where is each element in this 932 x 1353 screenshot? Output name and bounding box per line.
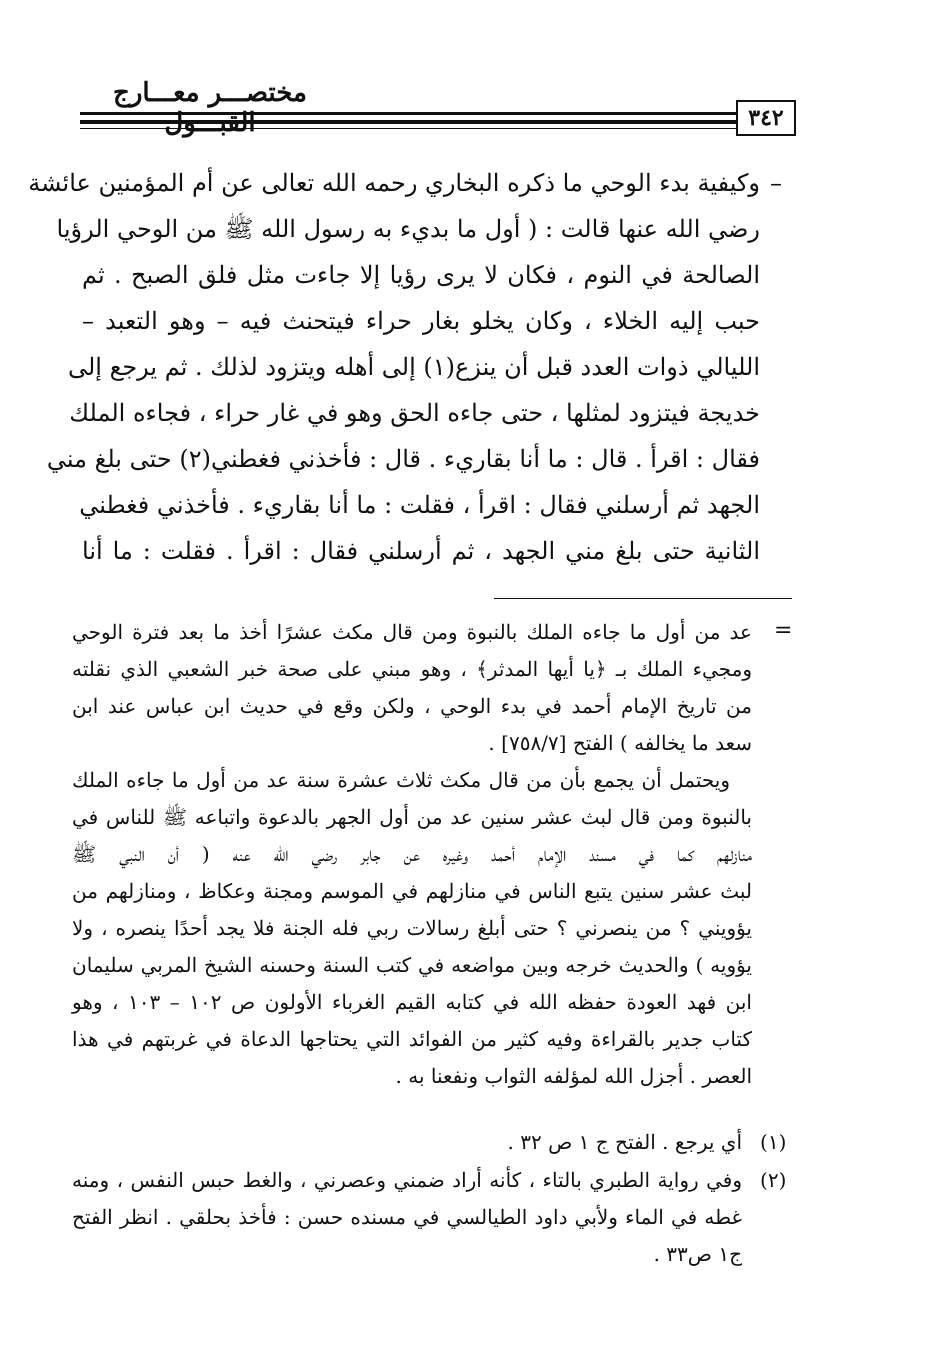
footnote-line: ويحتمل أن يجمع بأن من قال مكث ثلاث عشرة سنة عد من أول ما جاءه الملك	[72, 768, 730, 792]
text-line: حبب إليه الخلاء ، وكان يخلو بغار حراء فيتحنث فيه – وهو التعبد –	[82, 307, 760, 335]
footnote-line: أي يرجع . الفتح ج ١ ص ٣٢ .	[507, 1130, 742, 1154]
footnote-line: يؤويني ؟ من ينصرني ؟ حتى أبلغ رسالات ربي فله الجنة فلا يجد أحدًا ينصره ، ولا	[72, 916, 752, 940]
footnote-line: من تاريخ الإمام أحمد في بدء الوحي ، ولكن وقع في حديث ابن عباس عند ابن	[72, 694, 752, 718]
footnote-line: العصر . أجزل الله لمؤلفه الثواب ونفعنا به .	[395, 1064, 752, 1088]
header-rule	[80, 112, 736, 115]
footnote-line: غطه في الماء ولأبي داود الطيالسي في مسنده حسن : فأخذ بحلقي . انظر الفتح	[72, 1205, 742, 1229]
footnote-line: لبث عشر سنين يتبع الناس في منازلهم في الموسم ومجنة وعكاظ ، ومنازلهم من	[72, 879, 752, 903]
footnote-line: ومجيء الملك بـ ﴿يا أيها المدثر﴾ ، وهو مبني على صحة خبر الشعبي الذي نقلته	[72, 657, 752, 681]
footnote-line: ج١ ص٣٣ .	[653, 1242, 742, 1266]
footnote-separator	[494, 598, 792, 599]
footnote-line: سعد ما يخالفه ) الفتح [٧٥٨/٧] .	[488, 731, 752, 755]
paragraph-dash: –	[770, 169, 782, 197]
footnote-line: وفي رواية الطبري بالتاء ، كأنه أراد ضمني وعصرني ، والغط حبس النفس ، ومنه	[72, 1168, 742, 1192]
text-line: الليالي ذوات العدد قبل أن ينزع(١) إلى أهله ويتزود لذلك . ثم يرجع إلى	[67, 353, 760, 381]
footnote-1	[72, 1124, 742, 1161]
running-title: مختصـــر معـــارج	[113, 78, 307, 108]
footnote-number: (٢)	[760, 1168, 787, 1192]
text-line: فقال : اقرأ . قال : ما أنا بقاريء . قال : فأخذني فغطني(٢) حتى بلغ مني	[46, 445, 760, 473]
text-line: رضي الله عنها قالت : ( أول ما بديء به رسول الله ﷺ من الوحي الرؤيا	[56, 215, 760, 243]
footnote-line: كتاب جدير بالقراءة وفيه كثير من الفوائد التي يحتاجها الدعاة في غربتهم في هذا	[72, 1027, 752, 1051]
text-line: الثانية حتى بلغ مني الجهد ، ثم أرسلني فقال : اقرأ . فقلت : ما أنا	[82, 537, 760, 565]
page-number: ٣٤٢	[736, 100, 796, 136]
footnote-continuation-marker: =	[774, 618, 793, 643]
footnote-continuation	[72, 614, 752, 762]
footnote-line: بالنبوة ومن قال لبث عشر سنين عد من أول الجهر بالدعوة واتباعه ﷺ للناس في	[72, 805, 752, 829]
header-rule	[80, 128, 736, 129]
text-line: وكيفية بدء الوحي ما ذكره البخاري رحمه الله تعالى عن أم المؤمنين عائشة	[28, 169, 760, 197]
footnote-number: (١)	[760, 1130, 787, 1154]
text-line: خديجة فيتزود لمثلها ، حتى جاءه الحق وهو في غار حراء ، فجاءه الملك	[69, 399, 760, 427]
footnote-line: ابن فهد العودة حفظه الله في كتابه القيم الغرباء الأولون ص ١٠٢ – ١٠٣ ، وهو	[72, 990, 752, 1014]
text-line: الصالحة في النوم ، فكان لا يرى رؤيا إلا جاءت مثل فلق الصبح . ثم	[82, 261, 760, 289]
footnote-paragraph	[72, 762, 752, 1095]
footnote-2	[72, 1162, 742, 1273]
main-text	[28, 160, 760, 574]
text-line: الجهد ثم أرسلني فقال : اقرأ ، فقلت : ما أنا بقاريء . فأخذني فغطني	[79, 491, 760, 519]
footnote-line: عد من أول ما جاءه الملك بالنبوة ومن قال مكث عشرًا أخذ ما بعد فترة الوحي	[72, 620, 752, 644]
footnote-line: يؤويه ) والحديث خرجه وبين مواضعه في كتب السنة وحسنه الشيخ المربي سليمان	[72, 953, 752, 977]
header-rule	[80, 120, 736, 124]
footnote-line: منازلهم كما في مسند الإمام أحمد وغيره عن جابر رضي الله عنه ( أن النبي ﷺ	[72, 842, 752, 866]
